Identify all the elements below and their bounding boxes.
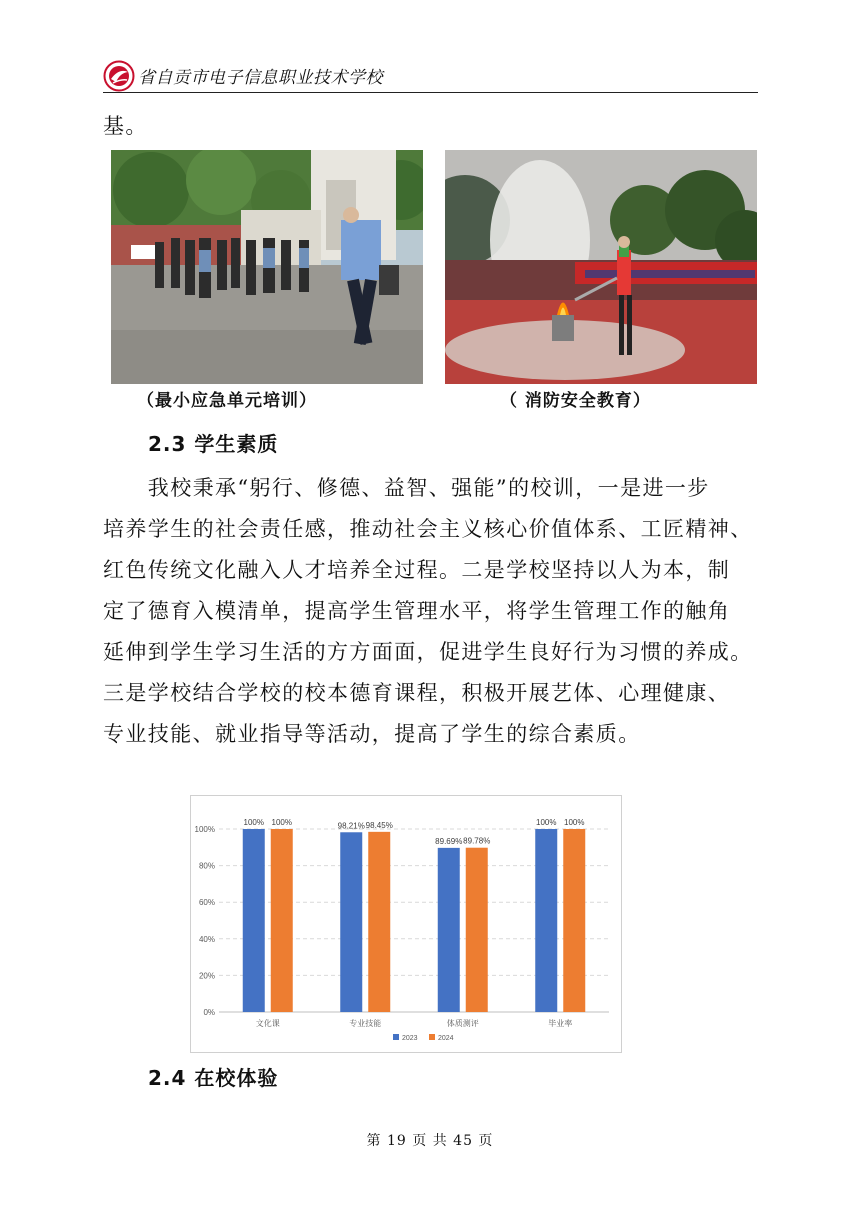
photo-caption-1: （最小应急单元培训） [137, 391, 317, 411]
header-title: 省自贡市电子信息职业技术学校 [138, 68, 383, 88]
x-tick-label: 专业技能 [349, 1019, 382, 1028]
bar-2024-1 [368, 832, 390, 1012]
x-tick-label: 体质测评 [446, 1019, 479, 1028]
fire-safety-photo [445, 150, 757, 384]
paragraph-line: 延伸到学生学习生活的方方面面，促进学生良好行为习惯的养成。 [103, 640, 753, 664]
y-tick-label: 80% [198, 861, 215, 871]
paragraph-line: 专业技能、就业指导等活动，提高了学生的综合素质。 [103, 722, 641, 746]
paragraph-tail: 基。 [103, 114, 148, 138]
chart-canvas [191, 796, 621, 1052]
data-label: 100% [536, 818, 557, 827]
bar-2023-2 [438, 848, 460, 1012]
school-logo [103, 60, 135, 92]
bar-2024-2 [466, 848, 488, 1012]
x-tick-label: 毕业率 [548, 1019, 573, 1028]
bar-2023-0 [243, 829, 265, 1012]
legend-label: 2023 [402, 1035, 418, 1042]
legend-swatch-2023 [393, 1034, 399, 1040]
paragraph-line: 三是学校结合学校的校本德育课程，积极开展艺体、心理健康、 [103, 681, 731, 705]
bar-2023-1 [340, 832, 362, 1012]
section-heading-2-4: 2.4 在校体验 [148, 1066, 279, 1090]
y-tick-label: 60% [198, 898, 215, 908]
y-tick-label: 40% [198, 934, 215, 944]
data-label: 89.69% [435, 836, 463, 846]
y-tick-label: 100% [194, 825, 215, 834]
header-divider [103, 92, 758, 93]
data-label: 98.21% [337, 821, 365, 831]
emergency-training-photo [111, 150, 423, 384]
x-tick-label: 文化课 [255, 1019, 280, 1028]
paragraph-line: 定了德育入模清单，提高学生管理水平，将学生管理工作的触角 [103, 599, 731, 623]
photo-caption-2: （ 消防安全教育） [500, 391, 651, 411]
y-tick-label: 0% [203, 1008, 215, 1017]
data-label: 98.45% [365, 820, 393, 830]
paragraph-line: 培养学生的社会责任感，推动社会主义核心价值体系、工匠精神、 [103, 517, 753, 541]
data-label: 89.78% [463, 836, 491, 846]
bar-2023-3 [535, 829, 557, 1012]
data-label: 100% [271, 818, 292, 827]
legend-label: 2024 [438, 1035, 454, 1042]
data-label: 100% [564, 818, 585, 827]
legend-swatch-2024 [429, 1034, 435, 1040]
page-number: 第 19 页 共 45 页 [366, 1133, 494, 1149]
paragraph-line: 我校秉承“躬行、修德、益智、强能”的校训，一是进一步 [103, 476, 710, 500]
bar-2024-3 [563, 829, 585, 1012]
section-heading-2-3: 2.3 学生素质 [148, 432, 279, 456]
student-quality-chart [190, 795, 622, 1053]
data-label: 100% [243, 818, 264, 827]
section-2-3-paragraph [103, 468, 763, 755]
y-tick-label: 20% [198, 971, 215, 981]
bar-2024-0 [271, 829, 293, 1012]
paragraph-line: 红色传统文化融入人才培养全过程。二是学校坚持以人为本，制 [103, 558, 731, 582]
